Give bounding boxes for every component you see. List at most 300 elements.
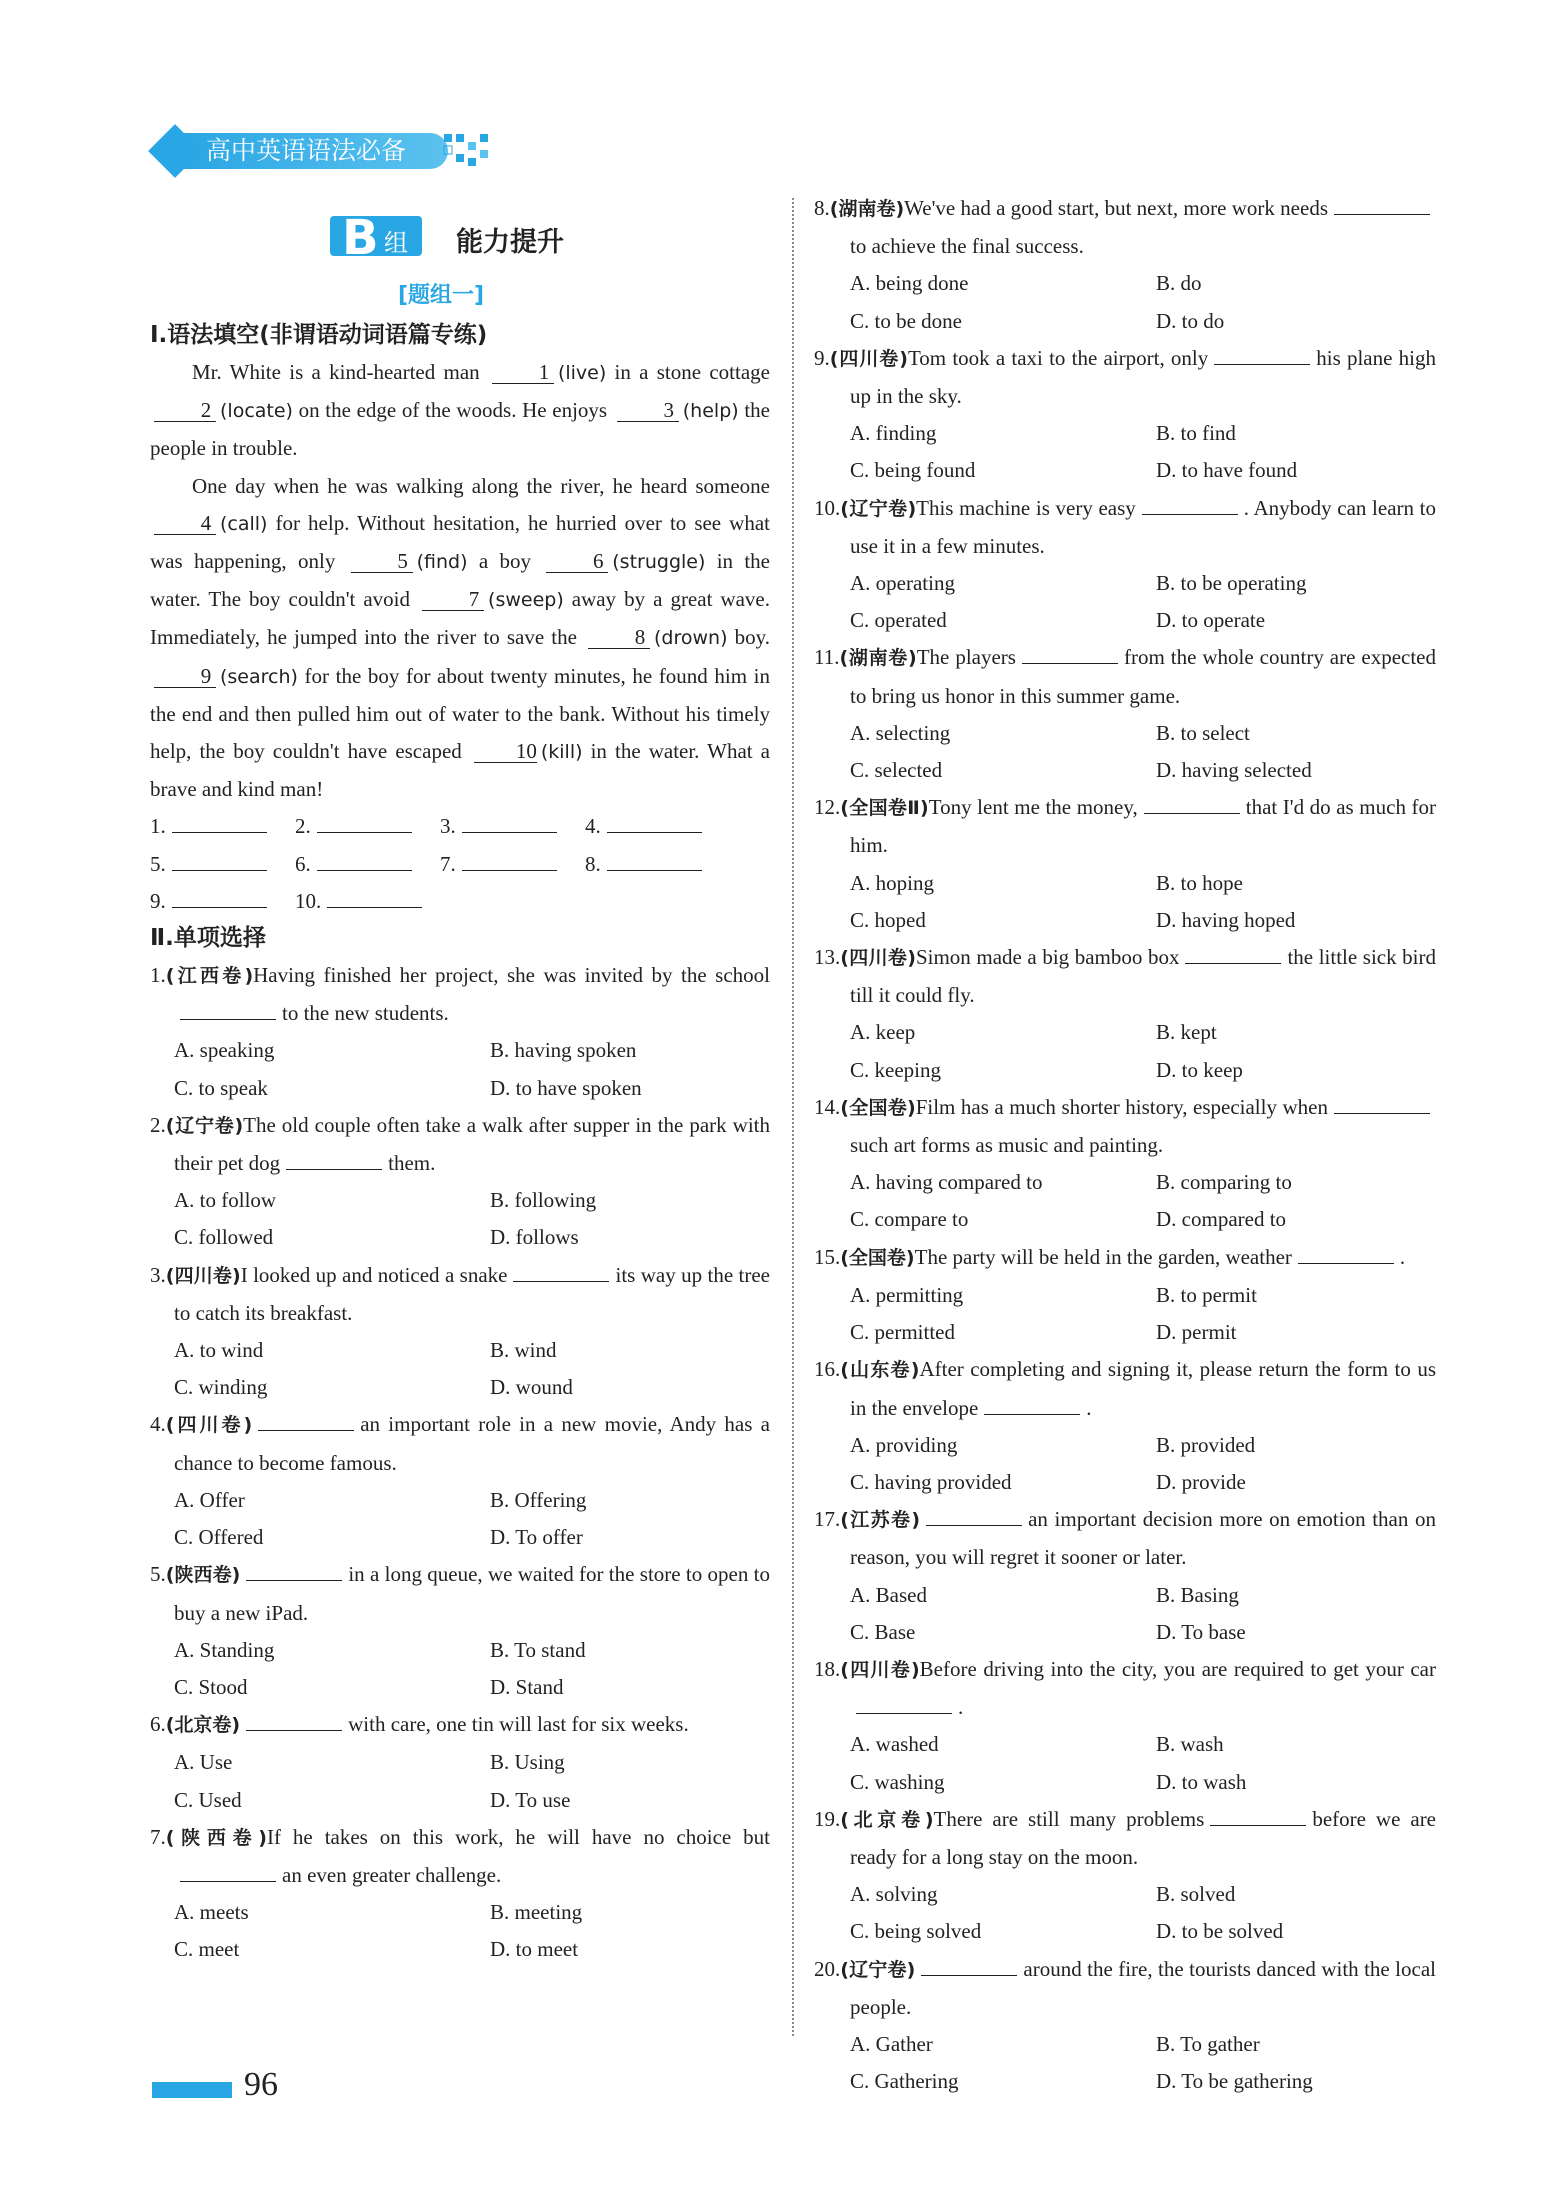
option-a[interactable]: A. Standing (174, 1637, 275, 1662)
question-text-before: We've had a good start, but next, more work needs (904, 196, 1328, 220)
options-grid (150, 1482, 770, 1556)
question-number: 1. (150, 963, 166, 988)
option-c[interactable]: C. followed (174, 1225, 274, 1250)
question-blank[interactable] (246, 1708, 342, 1731)
option-b[interactable]: B. kept (1156, 1020, 1217, 1045)
question-item (814, 1089, 1436, 1239)
question-source: (湖南卷) (839, 647, 917, 670)
question-item (150, 1819, 770, 1969)
answer-label: 1. (150, 814, 166, 839)
question-stem (814, 939, 1436, 1014)
answer-line[interactable] (462, 810, 557, 833)
option-d[interactable]: D. wound (490, 1375, 573, 1400)
question-stem (814, 1801, 1436, 1876)
passage-blank: 8 (588, 626, 650, 649)
question-blank[interactable] (180, 1859, 276, 1882)
question-item (814, 1651, 1436, 1801)
option-a[interactable]: A. Offer (174, 1487, 245, 1512)
question-item (150, 1556, 770, 1706)
option-d[interactable]: D. To base (1156, 1619, 1246, 1644)
option-c[interactable]: C. selected (850, 758, 943, 783)
group-badge-letter: B (342, 210, 379, 266)
passage-text: the people in trouble. (150, 398, 770, 461)
question-text-after: his plane high up in the sky. (850, 345, 1436, 409)
options-grid (814, 415, 1436, 489)
answer-line[interactable] (317, 848, 412, 871)
options-grid (814, 2026, 1436, 2100)
question-stem (814, 1501, 1436, 1576)
question-source: (江西卷) (165, 965, 254, 988)
options-grid (814, 1164, 1436, 1238)
question-text-before: There are still many problems (933, 1806, 1205, 1831)
question-blank[interactable] (1022, 641, 1118, 664)
answer-line[interactable] (607, 810, 702, 833)
passage-text: for help. Without hesitation, he hurried over to see what was happening, only (150, 510, 770, 574)
question-text-after: an even greater challenge. (282, 1862, 502, 1887)
question-text-before: Film has a much shorter history, especially when (915, 1094, 1328, 1119)
question-item (150, 1706, 770, 1819)
question-blank[interactable] (926, 1503, 1022, 1526)
answer-slot (585, 808, 730, 845)
options-grid (814, 1277, 1436, 1351)
passage-paragraph-1 (150, 354, 770, 468)
answer-slot (295, 846, 440, 883)
question-text-before: This machine is very easy (916, 495, 1136, 520)
options-grid (814, 565, 1436, 639)
passage-hint: (kill) (540, 741, 583, 764)
answer-line[interactable] (172, 810, 267, 833)
question-stem (814, 1239, 1436, 1277)
question-blank[interactable] (1334, 192, 1430, 215)
question-item (814, 190, 1436, 340)
question-text-before: After completing and signing it, please return the form to us in the envelope (850, 1357, 1436, 1420)
passage-text: in the water. What a brave and kind man! (150, 739, 770, 802)
question-stem (814, 190, 1436, 265)
option-d[interactable]: D. to operate (1156, 608, 1266, 633)
question-stem (150, 1706, 770, 1744)
question-text-after: that I'd do as much for him. (850, 795, 1437, 858)
question-blank[interactable] (984, 1392, 1080, 1415)
question-list-right (814, 190, 1436, 2100)
option-b[interactable]: B. to hope (1156, 870, 1243, 895)
option-d[interactable]: D. to have spoken (490, 1075, 642, 1100)
option-a[interactable]: A. hoping (850, 870, 934, 895)
question-text-after: to achieve the final success. (850, 234, 1084, 259)
passage-blank: 4 (154, 512, 216, 535)
passage-hint: (live) (557, 362, 607, 384)
passage-text: for the boy for about twenty minutes, he found him in the end and then pulled him out of water to the bank. Without his timely help, the boy couldn't have escaped (150, 663, 770, 764)
question-stem (150, 1556, 770, 1631)
question-source: (北京卷) (165, 1714, 241, 1737)
options-grid (150, 1894, 770, 1968)
answer-label: 10. (295, 888, 322, 913)
option-d[interactable]: D. to be solved (1156, 1919, 1284, 1944)
passage-text: away by a great wave. Immediately, he jumped into the river to save the (150, 587, 770, 650)
section1-heading: Ⅰ.语法填空(非谓语动词语篇专练) (150, 322, 488, 348)
option-c[interactable]: C. being found (850, 458, 976, 483)
option-d[interactable]: D. To offer (490, 1525, 583, 1550)
banner-title: 高中英语语法必备 (206, 136, 407, 165)
options-grid (150, 1744, 770, 1818)
question-stem (150, 1107, 770, 1182)
question-source: (四川卷) (829, 347, 908, 370)
option-b[interactable]: B. comparing to (1156, 1170, 1292, 1195)
question-stem (150, 1257, 770, 1332)
option-d[interactable]: D. compared to (1156, 1207, 1287, 1232)
question-text-after: around the fire, the tourists danced with the local people. (850, 1956, 1436, 2019)
option-d[interactable]: D. to meet (490, 1937, 579, 1962)
answer-line[interactable] (462, 848, 557, 871)
answer-slot (585, 846, 730, 883)
option-b[interactable]: B. following (490, 1188, 597, 1213)
answer-line[interactable] (607, 848, 702, 871)
question-text-after: . (1399, 1244, 1406, 1269)
option-c[interactable]: C. Offered (174, 1525, 264, 1550)
option-b[interactable]: B. To stand (490, 1637, 586, 1662)
question-blank[interactable] (1214, 342, 1310, 365)
option-b[interactable]: B. provided (1156, 1432, 1256, 1457)
passage-blank: 2 (154, 399, 216, 422)
question-stem (814, 1089, 1436, 1164)
passage-paragraph-2 (150, 468, 770, 809)
passage-hint: (help) (682, 400, 739, 423)
option-b[interactable]: B. to permit (1156, 1282, 1257, 1307)
question-number: 12. (814, 795, 841, 820)
answer-slot (295, 808, 440, 845)
question-source: (湖南卷) (829, 198, 905, 220)
question-source: (四川卷) (165, 1414, 253, 1437)
answer-slot (150, 808, 295, 845)
header-banner (150, 126, 490, 176)
question-text-before: The party will be held in the garden, weather (914, 1244, 1292, 1269)
question-number: 10. (814, 495, 841, 520)
option-c[interactable]: C. being solved (850, 1919, 982, 1944)
question-number: 7. (150, 1824, 166, 1849)
passage-hint: (call) (220, 512, 268, 535)
group-badge (330, 210, 422, 266)
option-a[interactable]: A. to wind (174, 1338, 264, 1363)
option-c[interactable]: C. keeping (850, 1057, 941, 1082)
option-a[interactable]: A. keep (850, 1020, 916, 1045)
answer-label: 9. (150, 888, 166, 913)
option-c[interactable]: C. compare to (850, 1207, 969, 1232)
options-grid (814, 1427, 1436, 1501)
question-text-after: the little sick bird till it could fly. (850, 945, 1437, 1008)
answer-slot (150, 883, 295, 920)
question-number: 14. (814, 1094, 841, 1119)
answer-label: 6. (295, 851, 311, 876)
option-a[interactable]: A. to follow (174, 1188, 277, 1213)
option-d[interactable]: D. having selected (1156, 758, 1312, 783)
answer-slot (440, 846, 585, 883)
question-source: (辽宁卷) (165, 1114, 244, 1137)
question-stem (814, 340, 1436, 415)
options-grid (814, 1577, 1436, 1651)
question-number: 19. (814, 1806, 841, 1831)
question-stem (814, 1951, 1436, 2026)
question-item (150, 957, 770, 1107)
question-number: 13. (814, 945, 841, 970)
question-stem (814, 639, 1436, 714)
option-a[interactable]: A. providing (850, 1432, 958, 1457)
option-d[interactable]: D. permit (1156, 1320, 1237, 1345)
question-blank[interactable] (258, 1408, 354, 1431)
option-a[interactable]: A. permitting (850, 1282, 964, 1307)
passage-blank: 7 (422, 588, 484, 611)
question-text-before: Simon made a big bamboo box (915, 945, 1180, 970)
question-item (814, 1239, 1436, 1352)
question-blank[interactable] (1142, 492, 1238, 515)
answer-line[interactable] (317, 810, 412, 833)
answer-line[interactable] (327, 885, 422, 908)
question-text-after: in a long queue, we waited for the store to open to buy a new iPad. (174, 1562, 770, 1625)
option-c[interactable]: C. having provided (850, 1469, 1012, 1494)
question-text-after: . Anybody can learn to use it in a few minutes. (850, 495, 1436, 558)
question-number: 16. (814, 1357, 841, 1382)
question-item (814, 1951, 1436, 2101)
option-a[interactable]: A. Gather (850, 2031, 933, 2056)
option-b[interactable]: B. Using (490, 1750, 565, 1775)
page-number-bar (152, 2082, 232, 2098)
group-title: 能力提升 (456, 227, 564, 258)
passage-text: in the water. The boy couldn't avoid (150, 549, 770, 612)
passage-text: Mr. White is a kind-hearted man (192, 360, 488, 384)
question-text-after: to the new students. (282, 1001, 449, 1026)
option-b[interactable]: B. having spoken (490, 1038, 637, 1063)
options-grid (150, 1032, 770, 1106)
question-source: (江苏卷) (840, 1509, 921, 1532)
question-item (814, 1351, 1436, 1501)
option-b[interactable]: B. Offering (490, 1487, 587, 1512)
passage-hint: (search) (220, 665, 298, 688)
section2-heading: Ⅱ.单项选择 (150, 925, 266, 952)
question-source: (辽宁卷) (840, 497, 917, 520)
answer-slot (150, 846, 295, 883)
passage-hint: (find) (416, 551, 468, 574)
option-b[interactable]: B. meeting (490, 1900, 583, 1925)
option-d[interactable]: D. follows (490, 1225, 579, 1250)
passage-hint: (drown) (654, 627, 728, 650)
question-item (150, 1107, 770, 1257)
option-a[interactable]: A. finding (850, 421, 937, 446)
question-item (150, 1257, 770, 1407)
answer-label: 7. (440, 851, 456, 876)
option-b[interactable]: B. to select (1156, 720, 1250, 745)
question-blank[interactable] (1334, 1091, 1430, 1114)
question-number: 15. (814, 1244, 841, 1269)
option-d[interactable]: D. To be gathering (1156, 2069, 1313, 2094)
question-stem (150, 1819, 770, 1894)
option-d[interactable]: D. having hoped (1156, 907, 1296, 932)
question-blank[interactable] (856, 1691, 952, 1714)
option-a[interactable]: A. speaking (174, 1038, 275, 1063)
passage-hint: (struggle) (612, 551, 706, 574)
question-text-after: . (958, 1695, 964, 1720)
question-blank[interactable] (1210, 1803, 1306, 1826)
passage-blank: 6 (546, 550, 608, 573)
option-b[interactable]: B. to find (1156, 421, 1236, 446)
question-text-before: The old couple often take a walk after supper in the park with their pet dog (174, 1112, 770, 1176)
question-source: (陕西卷) (165, 1564, 241, 1587)
option-a[interactable]: A. selecting (850, 720, 951, 745)
option-c[interactable]: C. to be done (850, 308, 962, 333)
option-c[interactable]: C. Base (850, 1619, 916, 1644)
question-source: (北京卷) (840, 1808, 934, 1831)
passage-blank: 10 (474, 740, 537, 763)
question-number: 9. (814, 345, 830, 370)
question-blank[interactable] (246, 1558, 342, 1581)
question-number: 11. (814, 645, 840, 670)
question-blank[interactable] (1144, 791, 1240, 814)
question-item (814, 340, 1436, 490)
answer-line[interactable] (172, 848, 267, 871)
question-stem (814, 490, 1436, 565)
question-stem (150, 957, 770, 1032)
option-c[interactable]: C. meet (174, 1937, 240, 1962)
question-number: 5. (150, 1562, 166, 1587)
question-stem (814, 789, 1436, 864)
option-a[interactable]: A. meets (174, 1900, 249, 1925)
option-d[interactable]: D. provide (1156, 1469, 1246, 1494)
question-list-left (150, 957, 770, 1968)
question-text-after: with care, one tin will last for six weeks. (348, 1712, 689, 1737)
option-c[interactable]: C. Gathering (850, 2069, 959, 2094)
question-number: 4. (150, 1412, 166, 1437)
question-item (814, 789, 1436, 939)
question-number: 20. (814, 1956, 841, 1981)
question-text-after: them. (388, 1151, 436, 1176)
option-a[interactable]: A. washed (850, 1732, 939, 1757)
passage-blank: 9 (154, 665, 216, 688)
question-text-after: before we are ready for a long stay on the moon. (850, 1806, 1437, 1869)
option-d[interactable]: D. to wash (1156, 1769, 1247, 1794)
question-stem (814, 1351, 1436, 1426)
question-number: 17. (814, 1507, 841, 1532)
question-source: (全国卷) (840, 1246, 915, 1269)
passage-text: in a stone cottage (606, 360, 770, 384)
options-grid (814, 1876, 1436, 1950)
question-text-before: Having finished her project, she was invited by the school (253, 963, 770, 988)
option-c[interactable]: C. permitted (850, 1320, 955, 1345)
page-number: 96 (244, 2066, 278, 2103)
question-text-before: Tom took a taxi to the airport, only (907, 345, 1209, 370)
option-c[interactable]: C. to speak (174, 1075, 268, 1100)
question-blank[interactable] (180, 997, 276, 1020)
answer-label: 3. (440, 814, 456, 839)
option-c[interactable]: C. hoped (850, 907, 926, 932)
answer-label: 4. (585, 814, 601, 839)
question-blank[interactable] (1185, 941, 1281, 964)
passage-blank: 1 (492, 361, 554, 384)
option-b[interactable]: B. do (1156, 271, 1202, 296)
question-stem (150, 1406, 770, 1481)
question-text-after: from the whole country are expected to bring us honor in this summer game. (850, 645, 1437, 708)
answer-label: 5. (150, 851, 166, 876)
question-text-after: its way up the tree to catch its breakfast. (174, 1262, 771, 1325)
question-text-after: an important role in a new movie, Andy has a chance to become famous. (174, 1412, 770, 1475)
passage-text: a boy (467, 549, 543, 574)
answer-line[interactable] (172, 885, 267, 908)
question-source: (四川卷) (840, 947, 916, 970)
option-c[interactable]: C. Used (174, 1787, 242, 1812)
question-number: 6. (150, 1712, 166, 1737)
option-b[interactable]: B. solved (1156, 1882, 1236, 1907)
question-item (150, 1406, 770, 1556)
answer-label: 8. (585, 851, 601, 876)
option-c[interactable]: C. washing (850, 1769, 945, 1794)
passage-text: One day when he was walking along the river, he heard someone (192, 473, 770, 498)
question-item (814, 639, 1436, 789)
question-text-before: I looked up and noticed a snake (240, 1262, 508, 1287)
question-text-after: an important decision more on emotion than on reason, you will regret it sooner or later. (850, 1507, 1436, 1570)
passage-blank: 5 (351, 550, 413, 573)
question-number: 18. (814, 1656, 841, 1681)
option-a[interactable]: A. solving (850, 1882, 938, 1907)
option-d[interactable]: D. to have found (1156, 458, 1298, 483)
passage-hint: (locate) (220, 400, 293, 423)
option-d[interactable]: D. Stand (490, 1674, 564, 1699)
option-d[interactable]: D. To use (490, 1787, 571, 1812)
question-text-after: such art forms as music and painting. (850, 1133, 1164, 1158)
option-b[interactable]: B. to be operating (1156, 571, 1307, 596)
options-grid (814, 265, 1436, 339)
passage-hint: (sweep) (488, 589, 564, 612)
option-a[interactable]: A. being done (850, 271, 969, 296)
option-d[interactable]: D. to do (1156, 308, 1225, 333)
options-grid (150, 1332, 770, 1406)
question-blank[interactable] (1298, 1241, 1394, 1264)
question-text-after: . (1086, 1395, 1092, 1420)
option-a[interactable]: A. having compared to (850, 1170, 1043, 1195)
option-d[interactable]: D. to keep (1156, 1057, 1243, 1082)
question-blank[interactable] (286, 1147, 382, 1170)
question-source: (四川卷) (840, 1658, 920, 1681)
option-c[interactable]: C. Stood (174, 1674, 248, 1699)
question-item (814, 1801, 1436, 1951)
answer-slot (295, 883, 440, 920)
option-a[interactable]: A. Based (850, 1582, 927, 1607)
column-divider (792, 198, 794, 2036)
answer-slot (440, 808, 585, 845)
options-grid (150, 1632, 770, 1706)
passage-text: on the edge of the woods. He enjoys (292, 398, 613, 423)
options-grid (150, 1182, 770, 1256)
passage-text: boy. (727, 625, 770, 650)
option-a[interactable]: A. operating (850, 571, 955, 596)
question-blank[interactable] (513, 1259, 609, 1282)
question-source: (辽宁卷) (840, 1958, 916, 1981)
question-source: (四川卷) (165, 1264, 241, 1287)
option-b[interactable]: B. wash (1156, 1732, 1224, 1757)
pixel-pattern-icon (440, 130, 500, 170)
question-number: 8. (814, 196, 830, 220)
option-b[interactable]: B. To gather (1156, 2031, 1260, 2056)
question-number: 2. (150, 1112, 166, 1137)
option-b[interactable]: B. Basing (1156, 1582, 1239, 1607)
options-grid (814, 1726, 1436, 1800)
option-a[interactable]: A. Use (174, 1750, 233, 1775)
option-b[interactable]: B. wind (490, 1338, 557, 1363)
question-item (814, 490, 1436, 640)
group-badge-text: 组 (384, 229, 408, 257)
question-item (814, 1501, 1436, 1651)
option-c[interactable]: C. operated (850, 608, 947, 633)
passage-blank: 3 (617, 399, 679, 422)
options-grid (814, 715, 1436, 789)
option-c[interactable]: C. winding (174, 1375, 268, 1400)
question-blank[interactable] (921, 1953, 1017, 1976)
question-number: 3. (150, 1262, 166, 1287)
